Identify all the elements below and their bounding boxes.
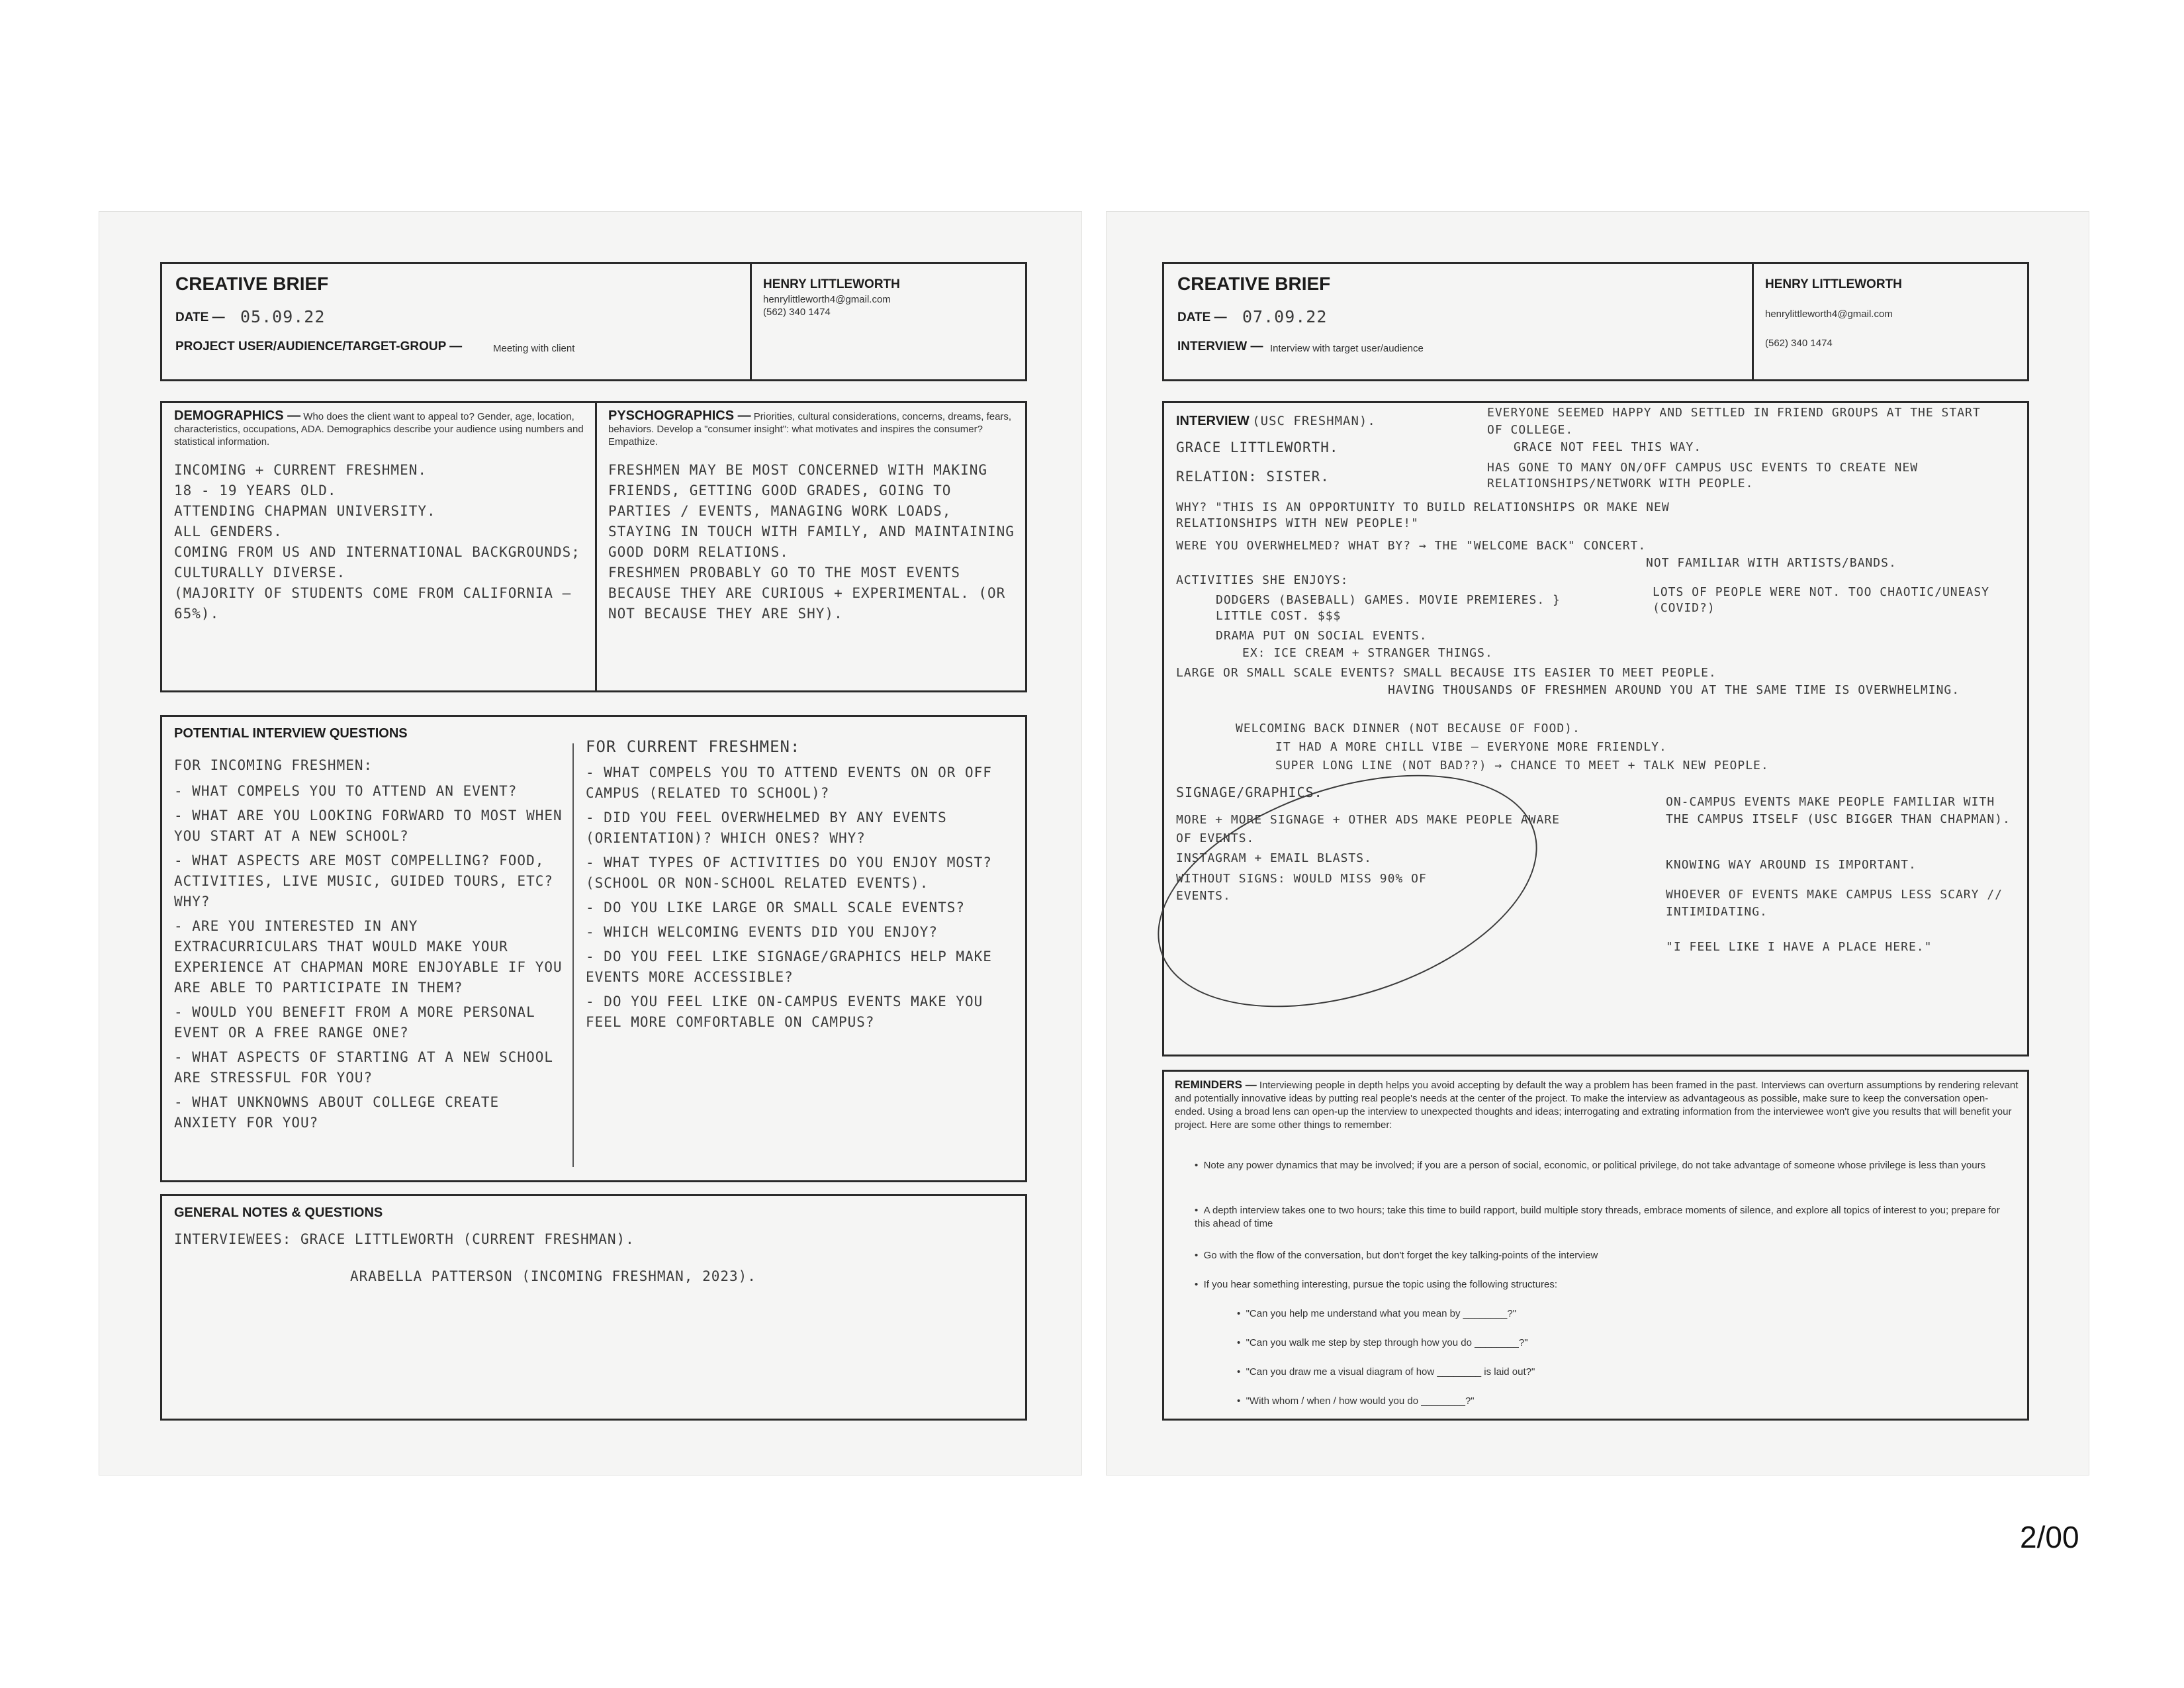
brief-title: CREATIVE BRIEF bbox=[1177, 273, 1331, 294]
question-item: - DID YOU FEEL OVERWHELMED BY ANY EVENTS (ORIENTATION)? WHICH ONES? WHY? bbox=[586, 810, 956, 846]
author-phone: (562) 340 1474 bbox=[1765, 338, 1833, 349]
reminder-bullet: • Note any power dynamics that may be involved; if you are a person of social, economic, or political privilege, do not take advantage of someone whose privilege is less than yours bbox=[1195, 1160, 1986, 1171]
interview-note: SIGNAGE/GRAPHICS. bbox=[1176, 784, 1323, 800]
reminder-prompt: "Can you walk me step by step through how you do ________?" bbox=[1246, 1337, 1528, 1348]
question-item: - DO YOU FEEL LIKE ON-CAMPUS EVENTS MAKE YOU FEEL MORE COMFORTABLE ON CAMPUS? bbox=[586, 994, 992, 1030]
general-notes-line-2: ARABELLA PATTERSON (INCOMING FRESHMAN, 2023). bbox=[350, 1268, 756, 1284]
interview-note: WITHOUT SIGNS: WOULD MISS 90% OF EVENTS. bbox=[1176, 872, 1435, 903]
brief-title: CREATIVE BRIEF bbox=[175, 273, 329, 294]
audience-box bbox=[160, 401, 1027, 692]
psychographics-notes: FRESHMEN MAY BE MOST CONCERNED WITH MAKING FRIENDS, GETTING GOOD GRADES, GOING TO PARTIES / EVENTS, MANAGING WORK LOADS, STAYING IN TOUCH WITH FAMILY, AND MAINTAINING GOOD DORM RELATIONS. FRESHMEN PROBABLY GO TO THE MOST EVENTS BECAUSE THEY ARE CURIOUS + EXPERIMENTAL. (OR NOT BECAUSE THEY ARE SHY). bbox=[608, 462, 1015, 622]
reminder-bullet: • If you hear something interesting, pursue the topic using the following structures: bbox=[1195, 1279, 1558, 1290]
incoming-questions bbox=[174, 755, 572, 1137]
question-item: - WHAT ARE YOU LOOKING FORWARD TO MOST WHEN YOU START AT A NEW SCHOOL? bbox=[174, 808, 572, 844]
interview-note: NOT FAMILIAR WITH ARTISTS/BANDS. bbox=[1646, 556, 1897, 570]
date-value: 07.09.22 bbox=[1242, 307, 1328, 326]
interview-questions-title: POTENTIAL INTERVIEW QUESTIONS bbox=[174, 726, 408, 741]
interview-note: ON-CAMPUS EVENTS MAKE PEOPLE FAMILIAR WITH THE CAMPUS ITSELF (USC BIGGER THAN CHAPMAN). bbox=[1666, 795, 2011, 826]
reminder-bullet: • A depth interview takes one to two hours; take this time to build rapport, build multiple story threads, embrace moments of silence, and explore all topics of interest to you; prepare for this ahead of time bbox=[1195, 1205, 2000, 1229]
incoming-heading: FOR INCOMING FRESHMEN: bbox=[174, 757, 373, 773]
reminders-text: Interviewing people in depth helps you avoid accepting by default the way a problem has been framed in the past. Interviews can overturn assumptions by rendering relevant and potentially innovative ideas by putting real people's needs at the center of the project. To make the interview as advantageous as possible, make sure to keep the conversation open-ended. Using a broad lens can open-up the interview to unexpected thoughts and ideas; interrogating and extrating information from the interviewee won't give you results that will benefit your project. Here are some other things to remember: bbox=[1175, 1080, 2019, 1131]
question-item: - WHAT COMPELS YOU TO ATTEND AN EVENT? bbox=[174, 783, 518, 799]
author-email: henrylittleworth4@gmail.com bbox=[1765, 308, 1893, 320]
reminder-bullet: • Go with the flow of the conversation, but don't forget the key talking-points of the interview bbox=[1195, 1250, 1598, 1261]
date-label: DATE — bbox=[175, 310, 225, 324]
demographics-notes: INCOMING + CURRENT FRESHMEN. 18 - 19 YEARS OLD. ATTENDING CHAPMAN UNIVERSITY. ALL GENDERS. COMING FROM US AND INTERNATIONAL BACKGROUNDS; CULTURALLY DIVERSE. (MAJORITY OF STUDENTS COME FROM CALIFORNIA — 65%). bbox=[174, 462, 580, 622]
interview-note: MORE + MORE SIGNAGE + OTHER ADS MAKE PEOPLE AWARE OF EVENTS. bbox=[1176, 813, 1568, 845]
reminders-box bbox=[1162, 1070, 2029, 1421]
left-brief-sheet bbox=[99, 212, 1081, 1475]
interview-note: IT HAD A MORE CHILL VIBE — EVERYONE MORE FRIENDLY. bbox=[1275, 740, 1667, 754]
interviewee-relation: RELATION: SISTER. bbox=[1176, 469, 1330, 485]
header-box bbox=[160, 262, 1027, 381]
reminder-text: Note any power dynamics that may be involved; if you are a person of social, economic, or political privilege, do not take advantage of someone whose privilege is less than yours bbox=[1203, 1160, 1986, 1171]
reminder-sub-bullet: • "Can you help me understand what you mean by ________?" bbox=[1237, 1308, 1517, 1319]
header-box bbox=[1162, 262, 2029, 381]
reminder-sub-bullet: • "Can you draw me a visual diagram of how ________ is laid out?" bbox=[1237, 1366, 1535, 1378]
interview-note: HAS GONE TO MANY ON/OFF CAMPUS USC EVENTS TO CREATE NEW RELATIONSHIPS/NETWORK WITH PEOPLE. bbox=[1487, 461, 1926, 491]
signage-circle-annotation bbox=[1128, 731, 1567, 1051]
question-item: - WHAT ASPECTS ARE MOST COMPELLING? FOOD, ACTIVITIES, LIVE MUSIC, GUIDED TOURS, ETC? WHY? bbox=[174, 853, 563, 910]
psychographics-title: PYSCHOGRAPHICS — bbox=[608, 408, 751, 423]
reminder-text: If you hear something interesting, pursue the topic using the following structures: bbox=[1203, 1279, 1558, 1290]
question-item: - WHAT COMPELS YOU TO ATTEND EVENTS ON OR OFF CAMPUS (RELATED TO SCHOOL)? bbox=[586, 765, 1001, 801]
page-number: 2/00 bbox=[2020, 1520, 2079, 1554]
interview-note: HAVING THOUSANDS OF FRESHMEN AROUND YOU AT THE SAME TIME IS OVERWHELMING. bbox=[1388, 683, 1960, 697]
general-notes-line-1: INTERVIEWEES: GRACE LITTLEWORTH (CURRENT FRESHMAN). bbox=[174, 1231, 635, 1247]
interview-note: WERE YOU OVERWHELMED? WHAT BY? → THE "WELCOME BACK" CONCERT. bbox=[1176, 539, 1647, 553]
psychographics-section bbox=[608, 410, 1015, 624]
reminder-text: Go with the flow of the conversation, but don't forget the key talking-points of the interview bbox=[1203, 1250, 1598, 1261]
reminder-sub-bullet: • "With whom / when / how would you do ________?" bbox=[1237, 1395, 1475, 1407]
interview-note: DODGERS (BASEBALL) GAMES. MOVIE PREMIERES. } LITTLE COST. $$$ bbox=[1216, 593, 1569, 623]
interview-note: INSTAGRAM + EMAIL BLASTS. bbox=[1176, 851, 1372, 865]
interviewee-name: GRACE LITTLEWORTH. bbox=[1176, 440, 1339, 455]
interview-note: DRAMA PUT ON SOCIAL EVENTS. bbox=[1216, 629, 1428, 643]
interview-note: SUPER LONG LINE (NOT BAD??) → CHANCE TO MEET + TALK NEW PEOPLE. bbox=[1275, 759, 1769, 773]
interview-note: LARGE OR SMALL SCALE EVENTS? SMALL BECAUSE ITS EASIER TO MEET PEOPLE. bbox=[1176, 666, 1717, 680]
interview-note: WHY? "THIS IS AN OPPORTUNITY TO BUILD RELATIONSHIPS OR MAKE NEW RELATIONSHIPS WITH NEW PEOPLE!" bbox=[1176, 500, 1678, 530]
interview-heading bbox=[1176, 411, 1376, 432]
interview-note: EVERYONE SEEMED HAPPY AND SETTLED IN FRIEND GROUPS AT THE START OF COLLEGE. bbox=[1487, 406, 1989, 437]
question-item: - WHAT UNKNOWNS ABOUT COLLEGE CREATE ANXIETY FOR YOU? bbox=[174, 1094, 508, 1131]
question-item: - WHAT TYPES OF ACTIVITIES DO YOU ENJOY MOST? (SCHOOL OR NON-SCHOOL RELATED EVENTS). bbox=[586, 855, 1001, 891]
question-item: - ARE YOU INTERESTED IN ANY EXTRACURRICULARS THAT WOULD MAKE YOUR EXPERIENCE AT CHAPMAN MORE ENJOYABLE IF YOU ARE ABLE TO PARTICIPATE IN THEM? bbox=[174, 918, 572, 996]
question-item: - WHAT ASPECTS OF STARTING AT A NEW SCHOOL ARE STRESSFUL FOR YOU? bbox=[174, 1049, 563, 1086]
interview-title: INTERVIEW bbox=[1176, 414, 1250, 428]
interview-note: ACTIVITIES SHE ENJOYS: bbox=[1176, 573, 1349, 587]
interview-subject: (USC FRESHMAN). bbox=[1252, 414, 1376, 428]
right-brief-sheet bbox=[1107, 212, 2089, 1475]
interview-note: EX: ICE CREAM + STRANGER THINGS. bbox=[1242, 646, 1493, 660]
interview-note: "I FEEL LIKE I HAVE A PLACE HERE." bbox=[1666, 940, 1933, 954]
demographics-section bbox=[174, 410, 584, 624]
question-item: - DO YOU FEEL LIKE SIGNAGE/GRAPHICS HELP MAKE EVENTS MORE ACCESSIBLE? bbox=[586, 949, 1001, 985]
interview-note: WHOEVER OF EVENTS MAKE CAMPUS LESS SCARY // INTIMIDATING. bbox=[1666, 888, 2011, 919]
author-phone: (562) 340 1474 bbox=[763, 306, 831, 318]
project-sublabel: Meeting with client bbox=[493, 343, 575, 354]
interview-note: LOTS OF PEOPLE WERE NOT. TOO CHAOTIC/UNEASY (COVID?) bbox=[1653, 585, 1997, 615]
question-item: - WHICH WELCOMING EVENTS DID YOU ENJOY? bbox=[586, 924, 938, 940]
author-name: HENRY LITTLEWORTH bbox=[1765, 277, 1902, 291]
author-name: HENRY LITTLEWORTH bbox=[763, 277, 900, 291]
demographics-title: DEMOGRAPHICS — bbox=[174, 408, 301, 423]
project-label: PROJECT USER/AUDIENCE/TARGET-GROUP — bbox=[175, 340, 463, 353]
interview-sublabel: Interview with target user/audience bbox=[1270, 343, 1424, 354]
reminder-prompt: "Can you help me understand what you mean by ________?" bbox=[1246, 1308, 1517, 1319]
interview-note: KNOWING WAY AROUND IS IMPORTANT. bbox=[1666, 858, 1917, 872]
current-heading: FOR CURRENT FRESHMEN: bbox=[586, 737, 801, 756]
general-notes-title: GENERAL NOTES & QUESTIONS bbox=[174, 1205, 383, 1220]
reminder-text: A depth interview takes one to two hours; take this time to build rapport, build multiple story threads, embrace moments of silence, and explore all topics of interest to you; prepare for this ahead of time bbox=[1195, 1205, 2000, 1229]
interview-label: INTERVIEW — bbox=[1177, 340, 1263, 353]
interview-notes-box bbox=[1162, 401, 2029, 1056]
question-item: - DO YOU LIKE LARGE OR SMALL SCALE EVENTS? bbox=[586, 900, 966, 915]
general-notes-box bbox=[160, 1194, 1027, 1421]
current-questions bbox=[586, 737, 1016, 1037]
interview-questions-box bbox=[160, 715, 1027, 1182]
psychographics-desc: Priorities, cultural considerations, concerns, dreams, fears, behaviors. Develop a "consumer insight": what motivates and inspires the consumer? Empathize. bbox=[608, 411, 1012, 447]
interview-note: WELCOMING BACK DINNER (NOT BECAUSE OF FOOD). bbox=[1236, 722, 1580, 735]
demographics-desc: Who does the client want to appeal to? Gender, age, location, characteristics, occupations, ADA. Demographics describe your audience using numbers and statistical information. bbox=[174, 411, 584, 447]
question-item: - WOULD YOU BENEFIT FROM A MORE PERSONAL EVENT OR A FREE RANGE ONE? bbox=[174, 1004, 545, 1041]
date-label: DATE — bbox=[1177, 310, 1227, 324]
reminders-intro bbox=[1175, 1078, 2019, 1132]
reminder-prompt: "With whom / when / how would you do ________?" bbox=[1246, 1395, 1475, 1407]
reminders-title: REMINDERS — bbox=[1175, 1078, 1257, 1091]
date-value: 05.09.22 bbox=[240, 307, 326, 326]
reminder-sub-bullet: • "Can you walk me step by step through how you do ________?" bbox=[1237, 1337, 1528, 1348]
author-email: henrylittleworth4@gmail.com bbox=[763, 294, 891, 305]
interview-note: GRACE NOT FEEL THIS WAY. bbox=[1514, 440, 1702, 454]
reminder-prompt: "Can you draw me a visual diagram of how ________ is laid out?" bbox=[1246, 1366, 1535, 1378]
